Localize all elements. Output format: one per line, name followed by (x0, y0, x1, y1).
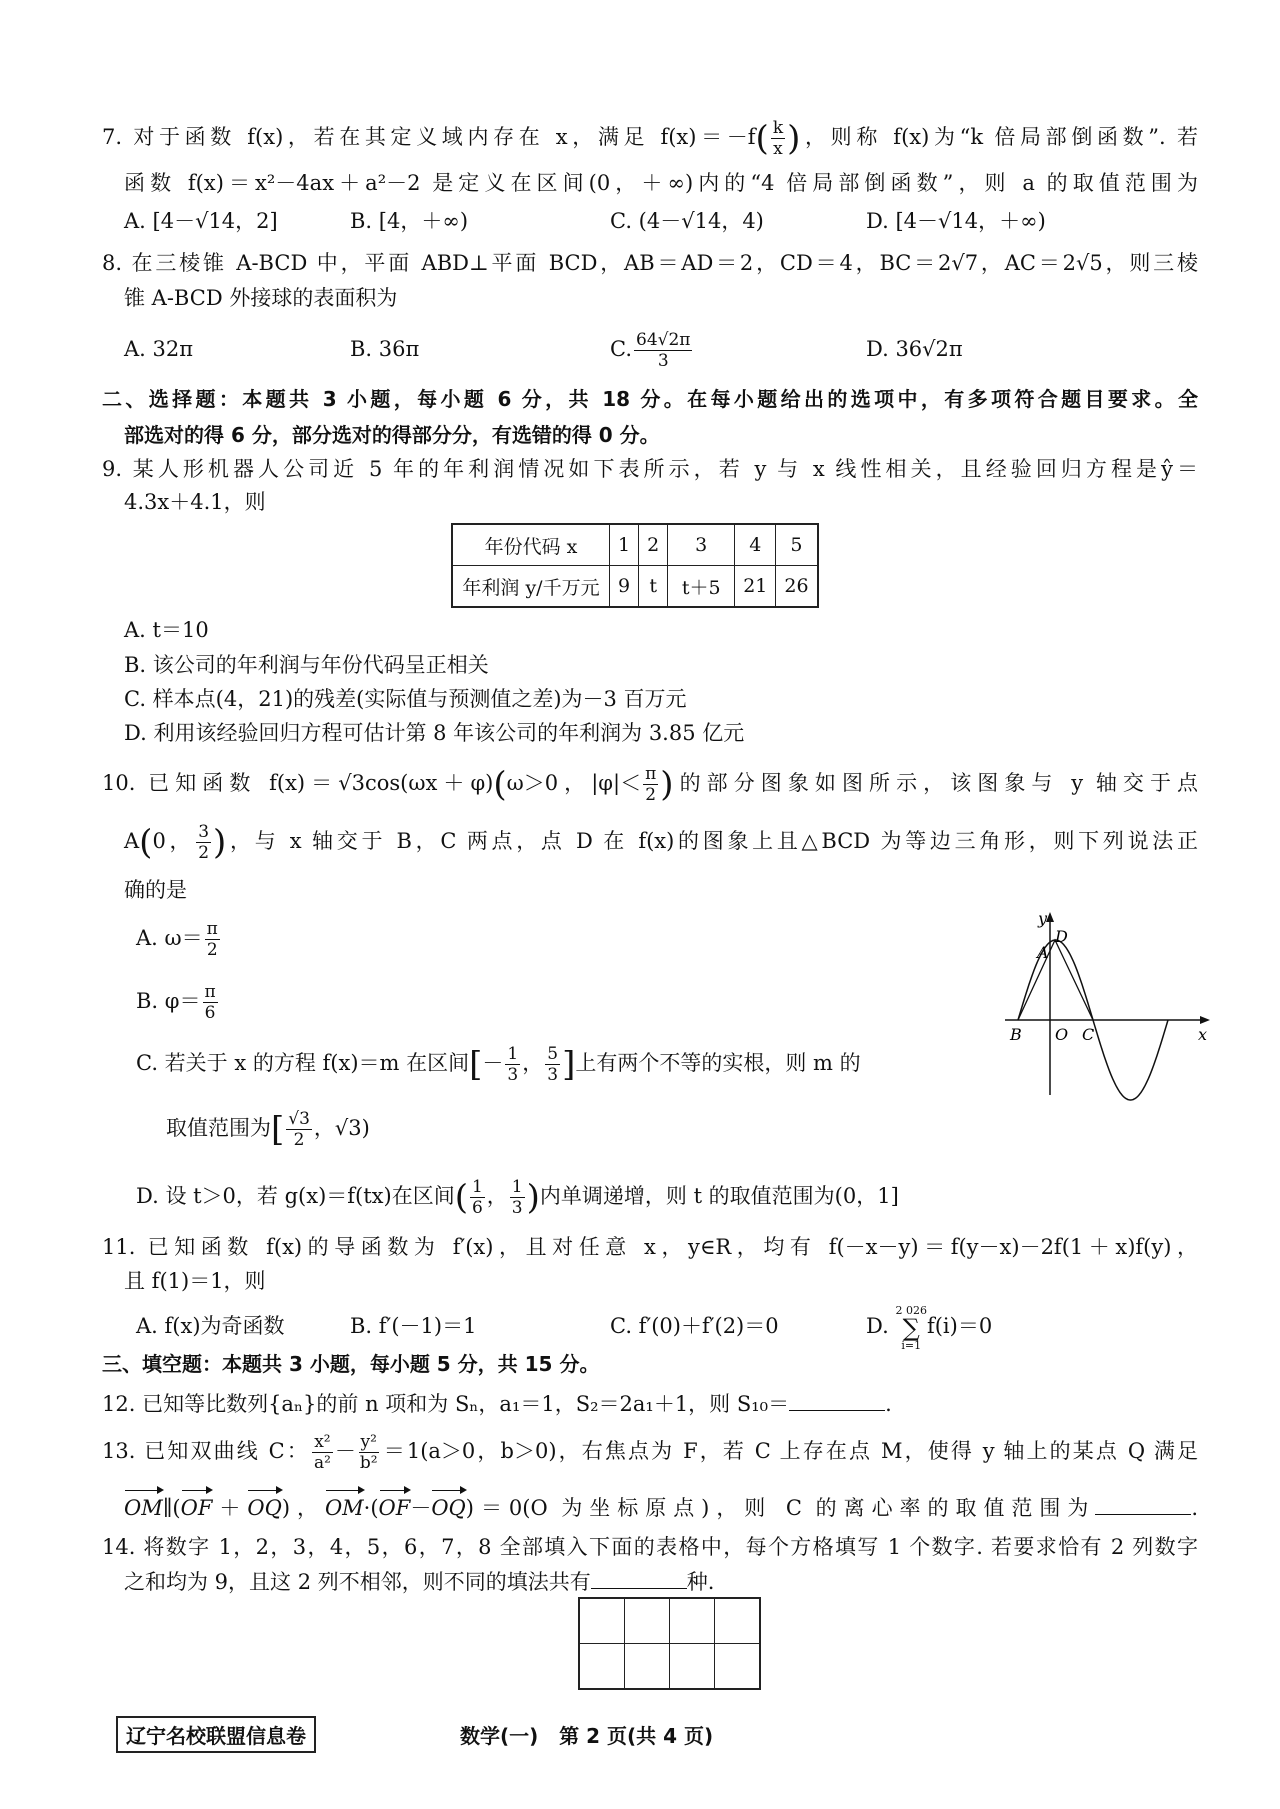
q11-option-c: C. f′(0)＋f′(2)＝0 (610, 1314, 779, 1338)
q11-option-d: D. 2 026 ∑ i=1 f(i)＝0 (866, 1303, 993, 1352)
q8-option-a: A. 32π (124, 337, 194, 361)
q14-line1: 14. 将数字 1，2，3，4，5，6，7，8 全部填入下面的表格中，每个方格填写 1 个数字. 若要求恰有 2 列数字 (102, 1535, 1198, 1559)
q10-line1: 10. 已知函数 f(x)＝√3cos(ωx＋φ)(ω＞0，|φ|＜ $\frac{\pi}{2}$ )的部分图象如图所示，该图象与 y 轴交于点 (102, 764, 1198, 805)
label-y: y (1038, 910, 1048, 928)
q9-option-d: D. 利用该经验回归方程可估计第 8 年该公司的年利润为 3.85 亿元 (124, 721, 745, 745)
q8-line2: 锥 A-BCD 外接球的表面积为 (124, 286, 398, 310)
triangle-bcd (1018, 940, 1093, 1020)
q9-line1: 9. 某人形机器人公司近 5 年的年利润情况如下表所示，若 y 与 x 线性相关，且经验回归方程是ŷ＝ (102, 457, 1198, 481)
q10-option-a: A. ω＝ $\frac{\pi}{2}$ (136, 919, 218, 960)
answer-blank[interactable] (1095, 1494, 1191, 1515)
footer-brand: 辽宁名校联盟信息卷 (116, 1716, 316, 1753)
q9-option-b: B. 该公司的年利润与年份代码呈正相关 (124, 653, 489, 677)
q7-option-d: D. [4－√14，＋∞) (866, 209, 1046, 233)
section2-heading-line2: 部选对的得 6 分，部分选对的得部分分，有选错的得 0 分。 (124, 423, 660, 447)
q10-function-graph (1000, 910, 1215, 1110)
grid-row (579, 1644, 760, 1690)
x-axis-arrow (1200, 1016, 1210, 1024)
q10-option-d: D. 设 t＞0，若 g(x)＝f(tx)在区间( $\frac{1}{6}$ ， $\frac{1}{3}$ )内单调递增，则 t 的取值范围为(0，1] (136, 1177, 899, 1218)
q14-line2: 之和均为 9，且这 2 列不相邻，则不同的填法共有 种. (124, 1570, 715, 1594)
q11-line2: 且 f(1)＝1，则 (124, 1269, 266, 1293)
q8-option-c: C. $\frac{64√2\pi}{3}$ (610, 330, 691, 371)
answer-blank[interactable] (789, 1390, 885, 1411)
section2-heading: 二、选择题：本题共 3 小题，每小题 6 分，共 18 分。在每小题给出的选项中，有多项符合题目要求。全 (102, 387, 1198, 411)
q10-line2: A(0， $\frac{3}{2}$ )，与 x 轴交于 B，C 两点，点 D 在 f(x)的图象上且△BCD 为等边三角形，则下列说法正 (124, 822, 1198, 863)
q10-line3: 确的是 (124, 878, 187, 902)
q14-fill-grid (578, 1597, 761, 1690)
label-x: x (1198, 1025, 1208, 1044)
table-row: 年份代码 x 1 2 3 4 5 (452, 524, 818, 566)
q7-line2: 函数 f(x)＝x²－4ax＋a²－2 是定义在区间(0，＋∞)内的“4 倍局部倒函数”，则 a 的取值范围为 (124, 171, 1198, 195)
label-b: B (1010, 1025, 1022, 1044)
q8-line1: 8. 在三棱锥 A-BCD 中，平面 ABD⊥平面 BCD，AB＝AD＝2，CD＝4，BC＝2√7，AC＝2√5，则三棱 (102, 251, 1198, 275)
q7-option-a: A. [4－√14，2] (124, 209, 278, 233)
q9-line2: 4.3x＋4.1，则 (124, 490, 266, 514)
q7-line1: 7. 对于函数 f(x)，若在其定义域内存在 x，满足 f(x)＝－f( $\frac{k}{x}$ )，则称 f(x)为“k 倍局部倒函数”. 若 (102, 118, 1198, 159)
footer-page-number: 数学(一) 第 2 页(共 4 页) (460, 1724, 714, 1748)
q8-option-b: B. 36π (350, 337, 420, 361)
table-row: 年利润 y/千万元 9 t t＋5 21 26 (452, 566, 818, 608)
q7-option-c: C. (4－√14，4) (610, 209, 764, 233)
label-c: C (1082, 1025, 1095, 1044)
grid-row (579, 1598, 760, 1644)
answer-blank[interactable] (591, 1568, 687, 1589)
q13-line2: OM∥(OF＋OQ)，OM·(OF－OQ)＝0(O 为坐标原点)，则 C 的离心率的取值范围为 . (124, 1493, 1198, 1523)
q9-data-table (451, 523, 819, 608)
q10-option-c-line2: 取值范围为[ $\frac{√3}{2}$ ，√3) (166, 1109, 370, 1150)
q10-option-b: B. φ＝ $\frac{\pi}{6}$ (136, 982, 216, 1023)
q9-option-c: C. 样本点(4，21)的残差(实际值与预测值之差)为－3 百万元 (124, 687, 687, 711)
q7-option-b: B. [4，＋∞) (350, 209, 469, 233)
q10-option-c: C. 若关于 x 的方程 f(x)＝m 在区间[－ $\frac{1}{3}$ ， $\frac{5}{3}$ ]上有两个不等的实根，则 m 的 (136, 1044, 861, 1085)
q11-line1: 11. 已知函数 f(x)的导函数为 f′(x)，且对任意 x，y∈R，均有 f(－x－y)＝f(y－x)－2f(1＋x)f(y)， (102, 1235, 1198, 1259)
section3-heading: 三、填空题：本题共 3 小题，每小题 5 分，共 15 分。 (102, 1352, 600, 1376)
label-o: O (1055, 1025, 1069, 1044)
q12-line1: 12. 已知等比数列{aₙ}的前 n 项和为 Sₙ，a₁＝1，S₂＝2a₁＋1，则 S₁₀＝ . (102, 1392, 892, 1416)
label-a: A (1037, 943, 1049, 962)
label-d: D (1055, 927, 1068, 946)
q11-option-b: B. f′(－1)＝1 (350, 1314, 477, 1338)
q13-line1: 13. 已知双曲线 C： $\frac{\text{x²}}{\text{a²}}$ － $\frac{\text{y²}}{\text{b²}}$ ＝1(a＞0，b＞0)，右焦点为 F，若 C 上存在点 M，使得 y 轴上的某点 Q 满足 (102, 1432, 1198, 1473)
q8-option-d: D. 36√2π (866, 337, 963, 361)
q9-option-a: A. t＝10 (124, 618, 209, 642)
fraction: $\frac{k}{x}$ (772, 118, 784, 159)
q11-option-a: A. f(x)为奇函数 (136, 1314, 285, 1338)
y-axis-arrow (1046, 912, 1054, 922)
